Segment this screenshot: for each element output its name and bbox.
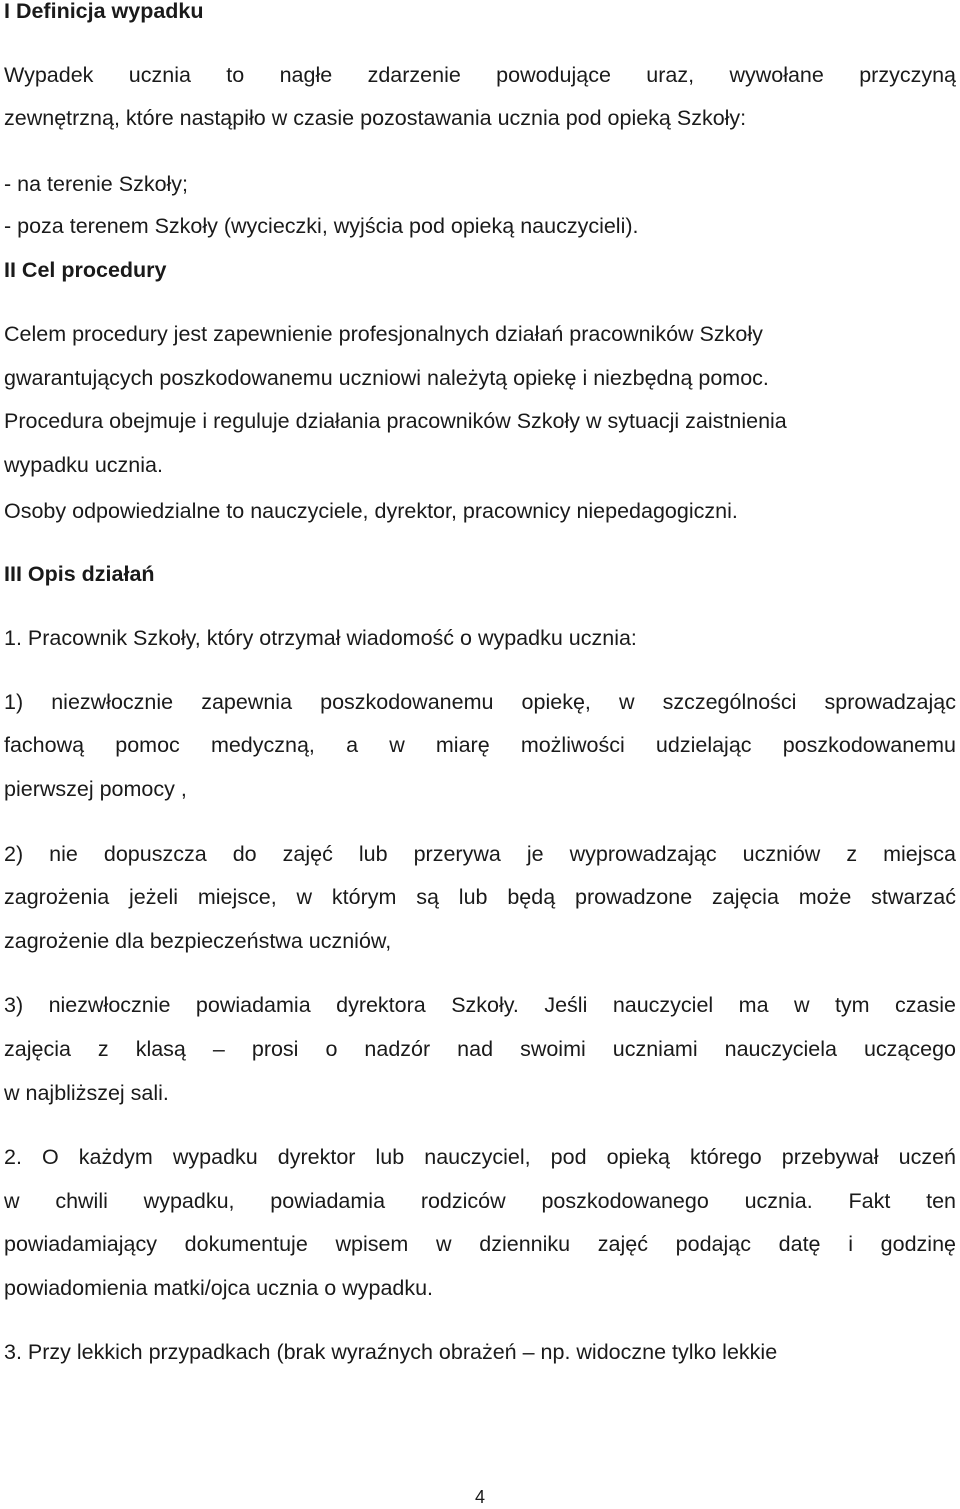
- paragraph-line: zagrożenie dla bezpieczeństwa uczniów,: [4, 929, 392, 953]
- paragraph-line: w najbliższej sali.: [4, 1081, 169, 1105]
- paragraph-line: Celem procedury jest zapewnienie profesjonalnych działań pracowników Szkoły: [4, 322, 763, 346]
- paragraph-line: 2. O każdym wypadku dyrektor lub nauczyciel, pod opieką którego przebywał uczeń: [4, 1145, 956, 1169]
- paragraph-line: 1) niezwłocznie zapewnia poszkodowanemu opiekę, w szczególności sprowadzając: [4, 690, 956, 714]
- section-heading-definition: I Definicja wypadku: [4, 0, 204, 23]
- paragraph-line: 1. Pracownik Szkoły, który otrzymał wiadomość o wypadku ucznia:: [4, 626, 637, 650]
- section-heading-purpose: II Cel procedury: [4, 258, 167, 282]
- paragraph-line: Wypadek ucznia to nagłe zdarzenie powodujące uraz, wywołane przyczyną: [4, 63, 956, 87]
- section-heading-actions: III Opis działań: [4, 562, 155, 586]
- list-item: - poza terenem Szkoły (wycieczki, wyjścia pod opieką nauczycieli).: [4, 214, 639, 238]
- paragraph-line: zewnętrzną, które nastąpiło w czasie pozostawania ucznia pod opieką Szkoły:: [4, 106, 747, 130]
- paragraph-line: powiadomienia matki/ojca ucznia o wypadku.: [4, 1276, 434, 1300]
- paragraph-line: powiadamiający dokumentuje wpisem w dzienniku zajęć podając datę i godzinę: [4, 1232, 956, 1256]
- paragraph-line: Osoby odpowiedzialne to nauczyciele, dyrektor, pracownicy niepedagogiczni.: [4, 499, 738, 523]
- paragraph-line: 3) niezwłocznie powiadamia dyrektora Szkoły. Jeśli nauczyciel ma w tym czasie: [4, 993, 956, 1017]
- paragraph-line: Procedura obejmuje i reguluje działania pracowników Szkoły w sytuacji zaistnienia: [4, 409, 787, 433]
- paragraph-line: wypadku ucznia.: [4, 453, 163, 477]
- paragraph-line: zajęcia z klasą – prosi o nadzór nad swoimi uczniami nauczyciela uczącego: [4, 1037, 956, 1061]
- paragraph-line: zagrożenia jeżeli miejsce, w którym są lub będą prowadzone zajęcia może stwarzać: [4, 885, 956, 909]
- paragraph-line: 3. Przy lekkich przypadkach (brak wyraźnych obrażeń – np. widoczne tylko lekkie: [4, 1340, 778, 1364]
- paragraph-line: 2) nie dopuszcza do zajęć lub przerywa je wyprowadzając uczniów z miejsca: [4, 842, 956, 866]
- paragraph-line: gwarantujących poszkodowanemu uczniowi należytą opiekę i niezbędną pomoc.: [4, 366, 769, 390]
- paragraph-line: fachową pomoc medyczną, a w miarę możliwości udzielając poszkodowanemu: [4, 733, 956, 757]
- paragraph-line: pierwszej pomocy ,: [4, 777, 187, 801]
- page-number: 4: [474, 1487, 485, 1507]
- paragraph-line: w chwili wypadku, powiadamia rodziców poszkodowanego ucznia. Fakt ten: [4, 1189, 956, 1213]
- list-item: - na terenie Szkoły;: [4, 172, 189, 196]
